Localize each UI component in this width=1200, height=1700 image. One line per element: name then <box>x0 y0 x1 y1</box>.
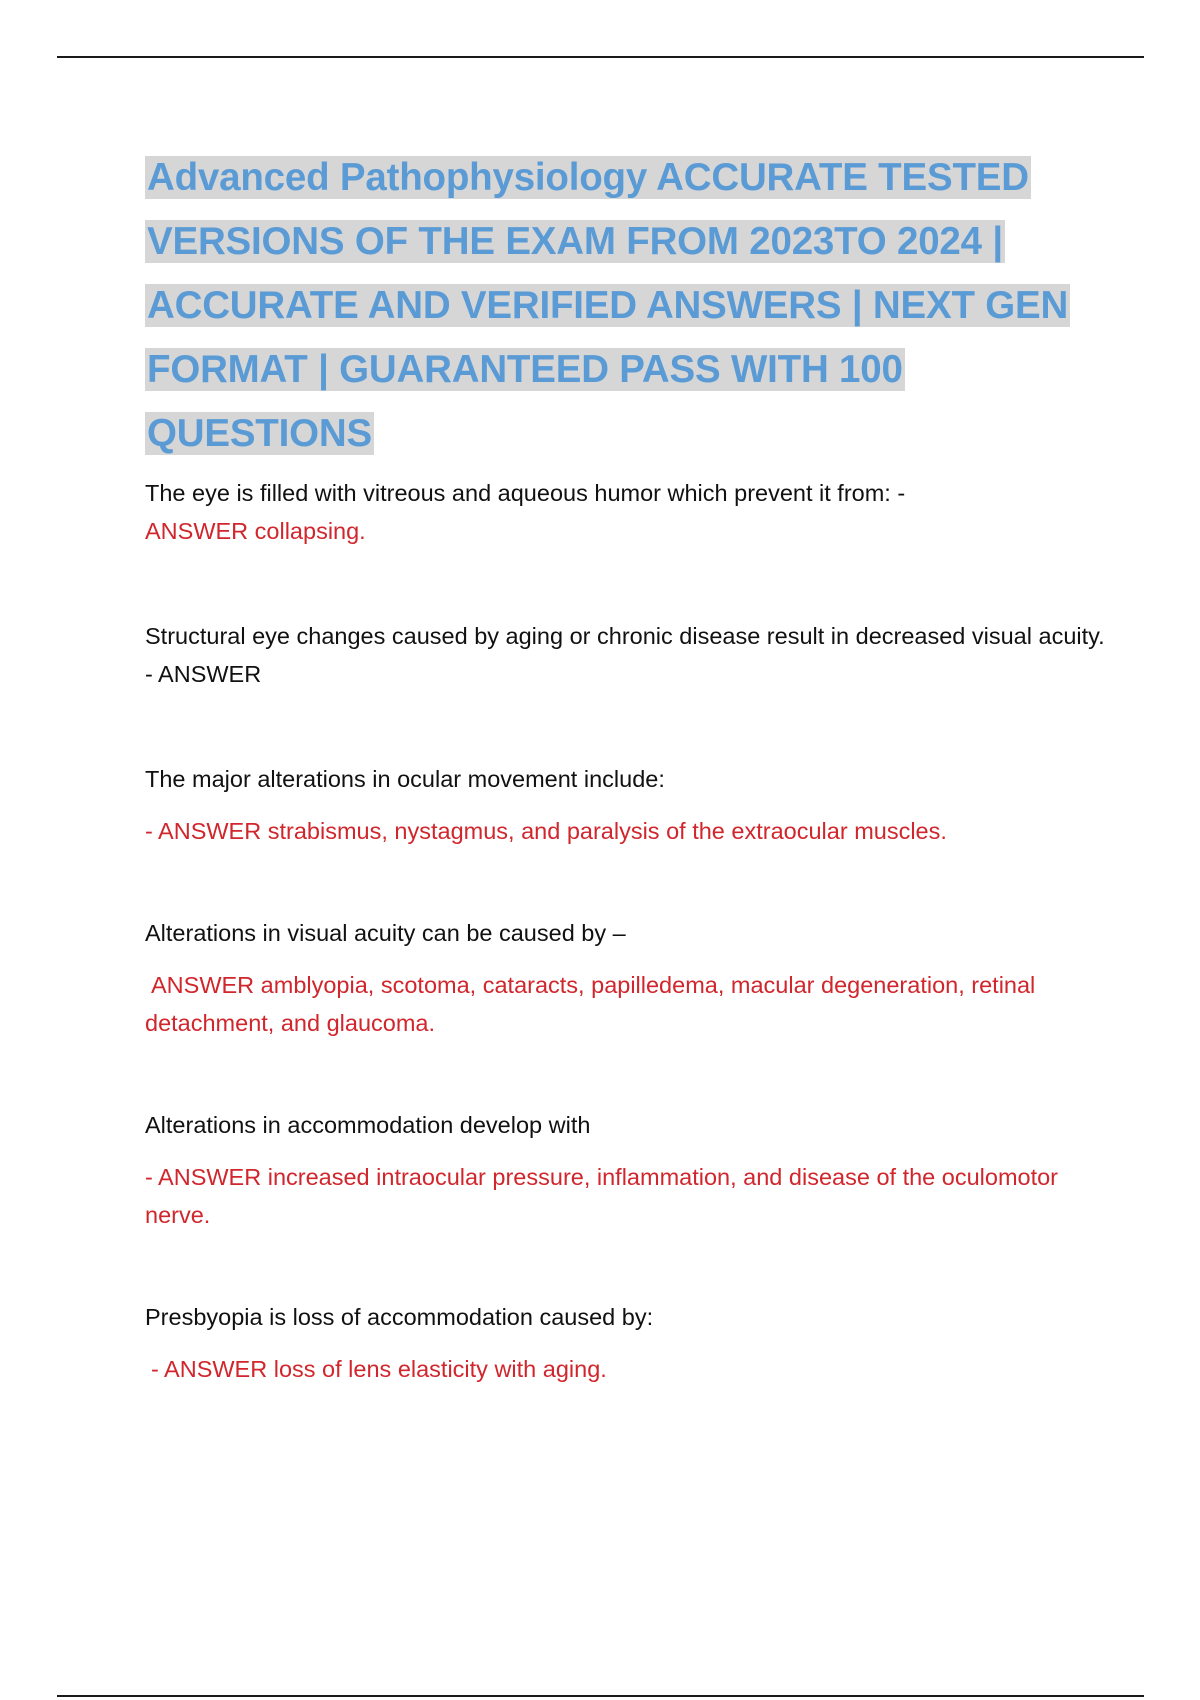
answer-3: - ANSWER strabismus, nystagmus, and paralysis of the extraocular muscles. <box>145 818 947 844</box>
qa-item-3 <box>145 760 1105 850</box>
bottom-rule <box>57 1695 1144 1697</box>
answer-6: - ANSWER loss of lens elasticity with aging. <box>151 1356 607 1382</box>
document-title-text: Advanced Pathophysiology ACCURATE TESTED VERSIONS OF THE EXAM FROM 2023TO 2024 | ACCURATE AND VERIFIED ANSWERS | NEXT GEN FORMAT | GUARANTEED PASS WITH 100 QUESTIONS <box>147 156 1069 455</box>
qa-item-2 <box>145 617 1105 693</box>
qa-item-6 <box>145 1298 1105 1388</box>
question-3: The major alterations in ocular movement include: <box>145 766 665 792</box>
question-2: Structural eye changes caused by aging or chronic disease result in decreased visual acuity. - ANSWER <box>145 623 1105 687</box>
question-1: The eye is filled with vitreous and aqueous humor which prevent it from: - <box>145 480 906 506</box>
question-4: Alterations in visual acuity can be caused by – <box>145 920 626 946</box>
question-5: Alterations in accommodation develop with <box>145 1112 591 1138</box>
answer-1: ANSWER collapsing. <box>145 518 366 544</box>
top-rule <box>57 56 1144 58</box>
document-title <box>145 146 1105 466</box>
answer-4: ANSWER amblyopia, scotoma, cataracts, papilledema, macular degeneration, retinal detachment, and glaucoma. <box>145 972 1036 1036</box>
question-6: Presbyopia is loss of accommodation caused by: <box>145 1304 654 1330</box>
answer-5: - ANSWER increased intraocular pressure, inflammation, and disease of the oculomotor nerve. <box>145 1164 1059 1228</box>
qa-item-4 <box>145 914 1105 1042</box>
qa-item-1 <box>145 474 1105 550</box>
document-body <box>145 146 1105 1388</box>
qa-item-5 <box>145 1106 1105 1234</box>
